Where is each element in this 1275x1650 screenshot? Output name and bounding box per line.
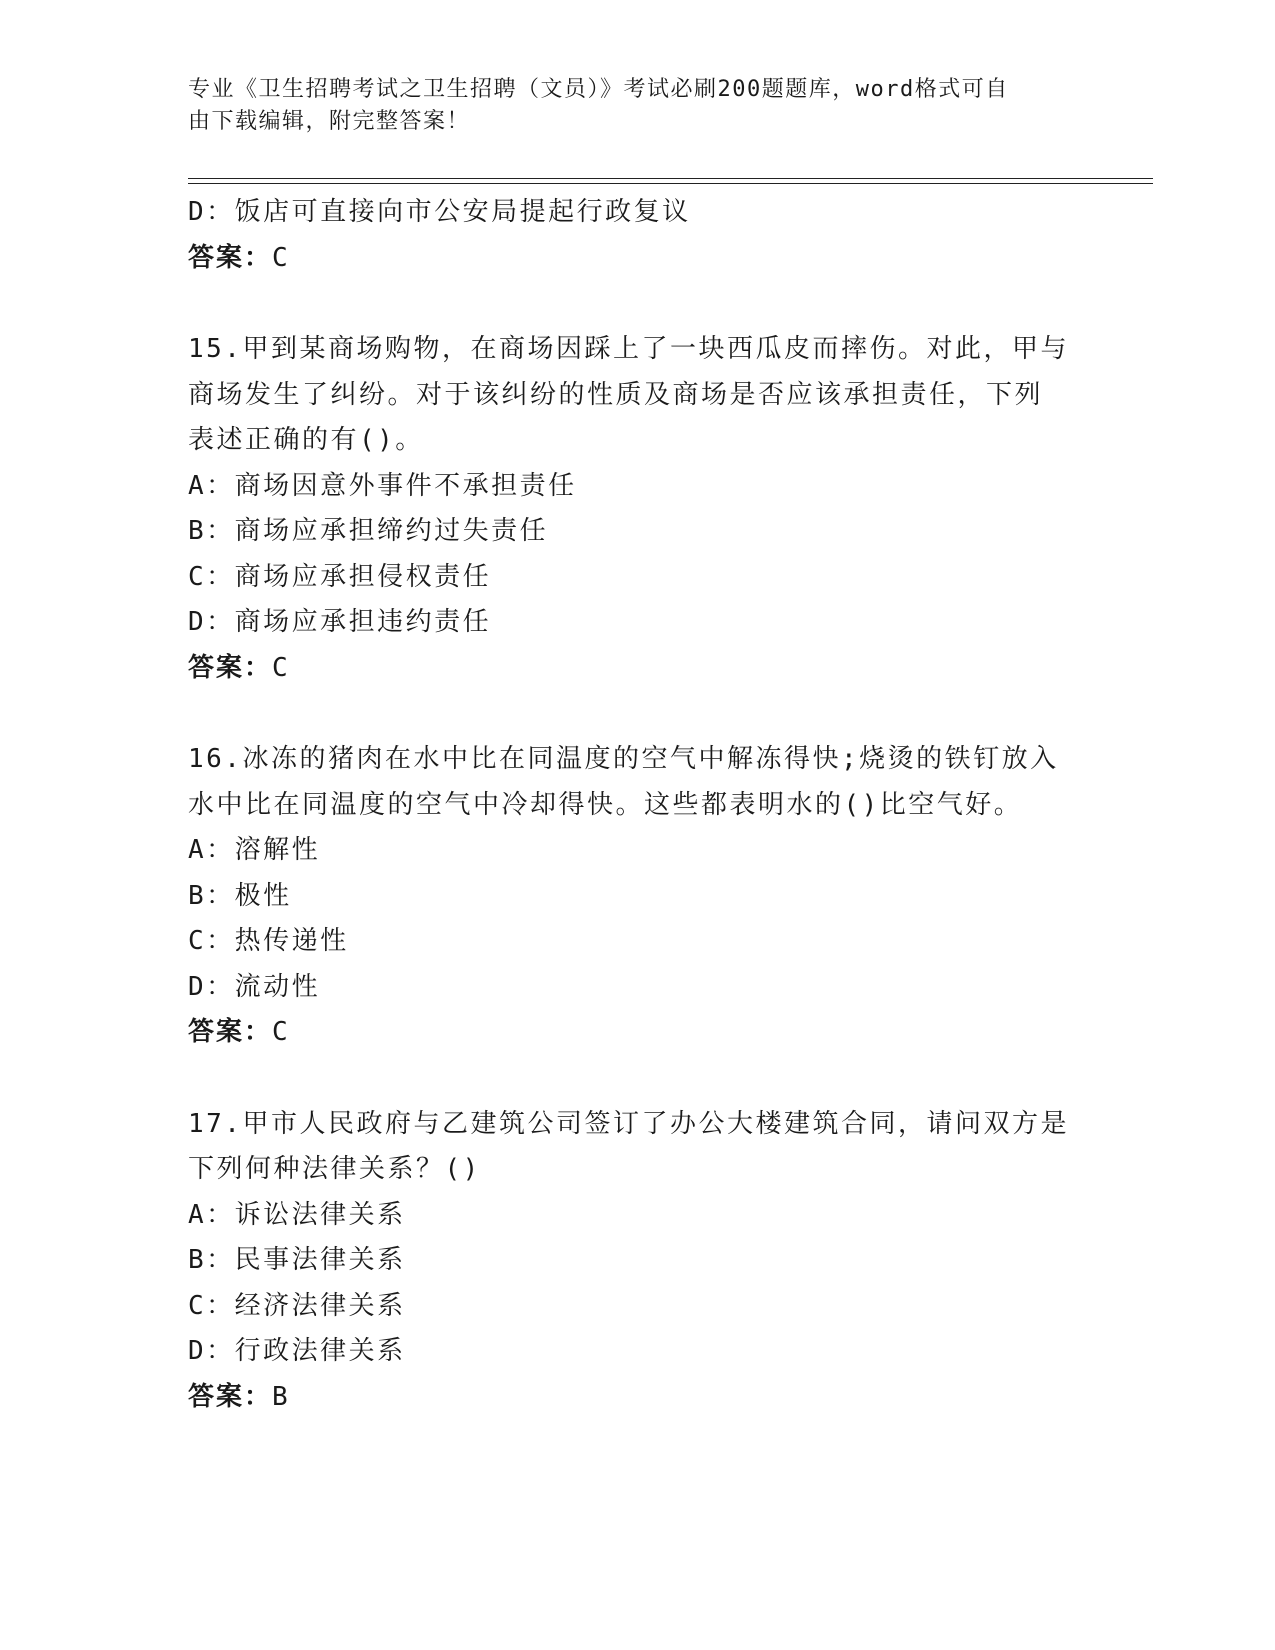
- answer-label: 答案：: [188, 652, 273, 683]
- answer-line: [188, 646, 1088, 692]
- answer-line: [188, 1375, 1088, 1421]
- answer-line: [188, 1010, 1088, 1056]
- option-c: C：热传递性: [188, 926, 349, 956]
- option-d: D：商场应承担违约责任: [188, 607, 492, 637]
- option-a: A：诉讼法律关系: [188, 1199, 406, 1230]
- option-b: B：商场应承担缔约过失责任: [188, 516, 549, 546]
- answer-value: B: [272, 1381, 290, 1412]
- carryover-option-d: D：饭店可直接向市公安局提起行政复议: [188, 197, 691, 227]
- option-b: B：极性: [188, 880, 292, 911]
- answer-value: C: [272, 1017, 290, 1047]
- option-c: C：经济法律关系: [188, 1290, 406, 1321]
- header-rule-bottom: [188, 183, 1153, 184]
- option-a: A：溶解性: [188, 835, 321, 865]
- question-text-line: 水中比在同温度的空气中冷却得快。这些都表明水的()比空气好。: [188, 789, 1023, 820]
- answer-label: 答案：: [188, 1381, 273, 1412]
- answer-label: 答案：: [188, 1017, 273, 1047]
- option-a: A：商场因意外事件不承担责任: [188, 470, 577, 501]
- question-text-line: 17.甲市人民政府与乙建筑公司签订了办公大楼建筑合同，请问双方是: [188, 1108, 1069, 1139]
- question-text-line: 16.冰冻的猪肉在水中比在同温度的空气中解冻得快;烧烫的铁钉放入: [188, 744, 1059, 774]
- header-line-2: 由下载编辑，附完整答案！: [188, 109, 471, 134]
- option-d: D：行政法律关系: [188, 1336, 406, 1366]
- option-d: D：流动性: [188, 971, 321, 1002]
- question-15: [188, 327, 1088, 691]
- question-text-line: 表述正确的有()。: [188, 425, 424, 455]
- option-c: C：商场应承担侵权责任: [188, 561, 492, 592]
- answer-value: C: [272, 652, 290, 683]
- header-rule-top: [188, 178, 1153, 179]
- page-header: [188, 74, 1068, 138]
- question-text-line: 下列何种法律关系？(): [188, 1154, 481, 1184]
- question-16: [188, 737, 1088, 1056]
- answer-label: 答案：: [188, 242, 273, 273]
- header-line-1: 专业《卫生招聘考试之卫生招聘（文员）》考试必刷200题题库，word格式可自: [188, 77, 1009, 102]
- document-body: [188, 190, 1088, 1420]
- answer-value: C: [272, 242, 290, 273]
- option-b: B：民事法律关系: [188, 1245, 406, 1275]
- question-text-line: 商场发生了纠纷。对于该纠纷的性质及商场是否应该承担责任，下列: [188, 379, 1044, 410]
- question-text-line: 15.甲到某商场购物，在商场因踩上了一块西瓜皮而摔伤。对此，甲与: [188, 334, 1069, 364]
- question-17: [188, 1102, 1088, 1421]
- carryover-answer: [188, 236, 1088, 282]
